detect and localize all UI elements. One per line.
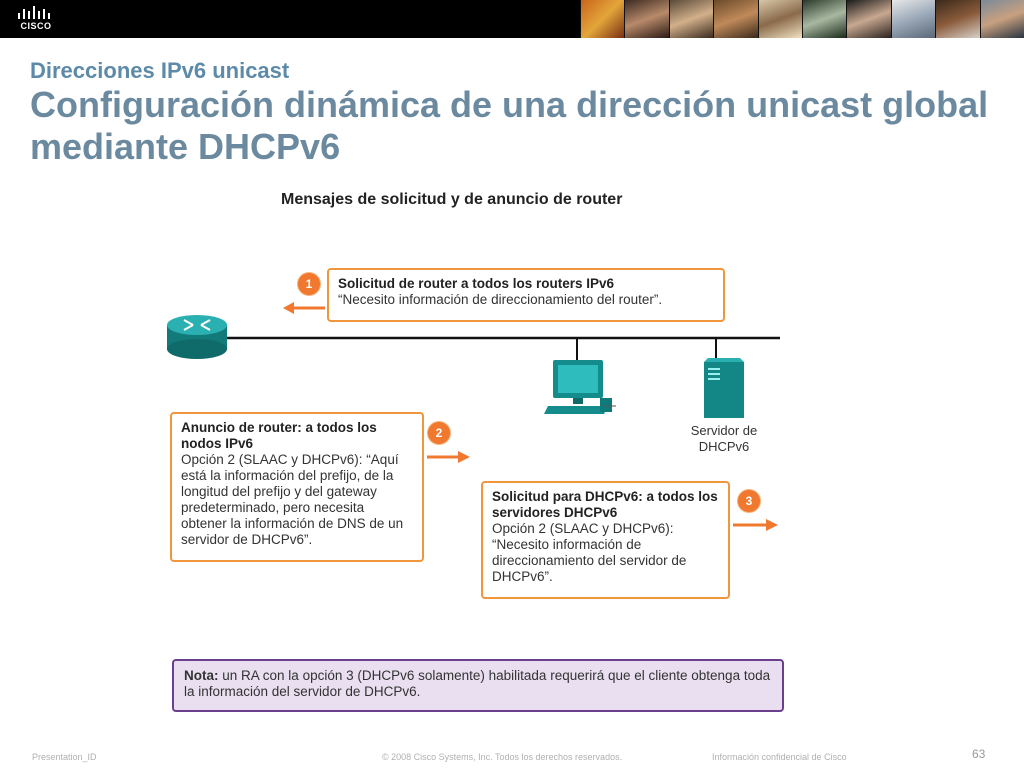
step-box-3: [481, 481, 730, 599]
server-icon: [704, 358, 744, 418]
step-badge-1: 1: [298, 273, 320, 295]
step-body: Opción 2 (SLAAC y DHCPv6): “Necesito información de direccionamiento del servidor de DHCPv6”.: [492, 521, 687, 584]
arrow-step-1: [283, 302, 325, 314]
step-heading: Solicitud de router a todos los routers IPv6: [338, 276, 615, 291]
footer-presentation-id: Presentation_ID: [32, 752, 97, 762]
footer-confidential: Información confidencial de Cisco: [712, 752, 847, 762]
footer-copyright: © 2008 Cisco Systems, Inc. Todos los derechos reservados.: [382, 752, 623, 762]
arrow-step-3: [733, 519, 778, 531]
note-box: [172, 659, 784, 712]
step-heading: Solicitud para DHCPv6: a todos los servidores DHCPv6: [492, 489, 718, 520]
router-icon: [167, 315, 227, 359]
step-box-1: [327, 268, 725, 322]
step-badge-2: 2: [428, 422, 450, 444]
arrow-step-2: [427, 451, 470, 463]
step-heading: Anuncio de router: a todos los nodos IPv6: [181, 420, 377, 451]
page-number: 63: [972, 747, 986, 761]
slide-title: Configuración dinámica de una dirección unicast global mediante DHCPv6: [30, 84, 989, 167]
figure-title: Mensajes de solicitud y de anuncio de router: [281, 191, 623, 208]
slide-subtitle: Direcciones IPv6 unicast: [30, 58, 290, 83]
step-badge-3: 3: [738, 490, 760, 512]
note-label: Nota:: [184, 668, 219, 683]
step-body: “Necesito información de direccionamiento del router”.: [338, 292, 663, 307]
step-box-2: [170, 412, 424, 562]
pc-icon: [544, 360, 616, 414]
step-body: Opción 2 (SLAAC y DHCPv6): “Aquí está la información del prefijo, de la longitud del prefijo y del gateway predeterminado, pero necesita obtener la información de DNS de un servidor de DHCPv6”.: [181, 452, 404, 547]
note-text: un RA con la opción 3 (DHCPv6 solamente) habilitada requerirá que el cliente obtenga toda la información del servidor de DHCPv6.: [184, 668, 771, 699]
logo-text: CISCO: [20, 21, 52, 31]
server-label: Servidor de DHCPv6: [690, 423, 758, 454]
